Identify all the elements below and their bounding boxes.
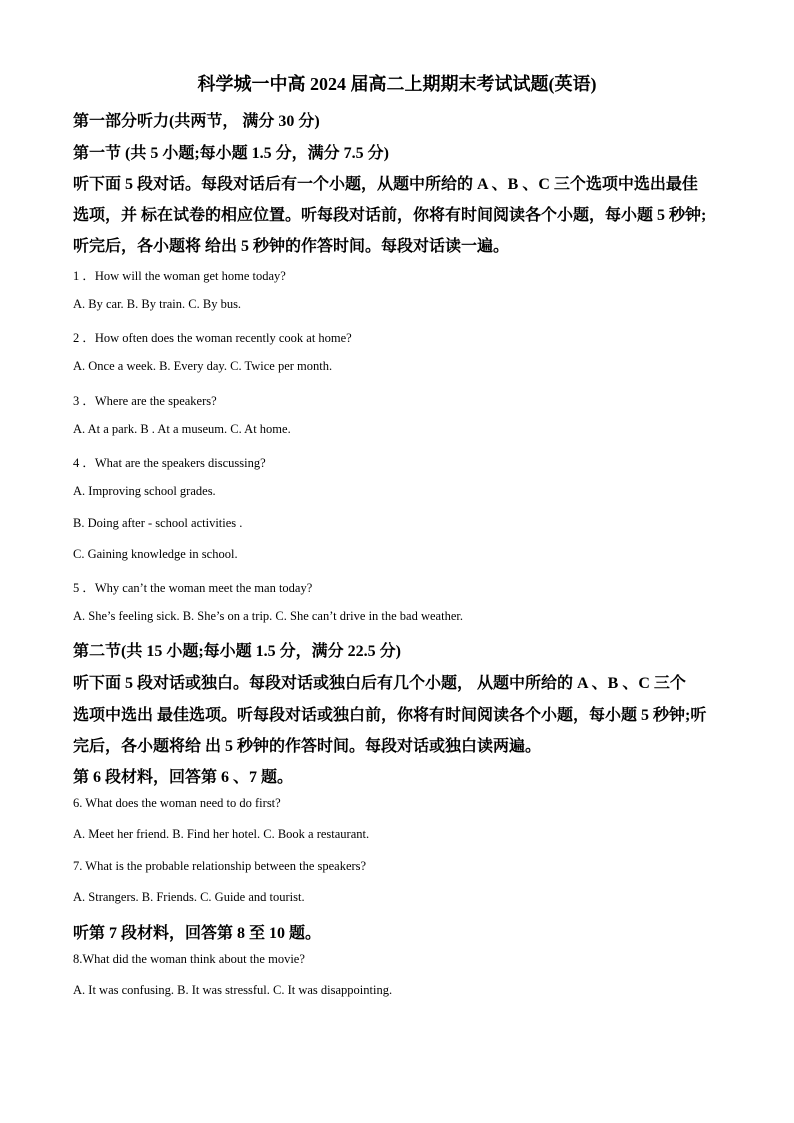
section2-instruction-line: 选项中选出 最佳选项。听每段对话或独白前，你将有时间阅读各个小题，每小题 5 秒钟;听 [73, 707, 707, 724]
section1-heading: 第一节 (共 5 小题;每小题 1.5 分，满分 7.5 分) [73, 145, 389, 162]
options-2: A. Once a week. B. Every day. C. Twice per month. [73, 359, 333, 373]
options-3: A. At a park. B . At a museum. C. At home. [73, 422, 291, 436]
question-1: 1 ．How will the woman get home today? [73, 269, 286, 283]
section1-instruction-line: 听下面 5 段对话。每段对话后有一个小题，从题中所给的 A 、B 、C 三个选项中选出最佳 [73, 176, 698, 193]
question-6: 6. What does the woman need to do first? [73, 796, 281, 810]
section1-instruction-line: 选项，并 标在试卷的相应位置。听每段对话前，你将有时间阅读各个小题，每小题 5 秒钟; [73, 207, 707, 224]
page-title: 科学城一中高 2024 届高二上期期末考试试题(英语) [197, 74, 597, 94]
option-4a: A. Improving school grades. [73, 484, 216, 498]
section2-instruction-line: 听下面 5 段对话或独白。每段对话或独白后有几个小题， 从题中所给的 A 、B 、C 三个 [73, 675, 686, 692]
question-7: 7. What is the probable relationship between the speakers? [73, 859, 367, 873]
question-5: 5 ．Why can’t the woman meet the man today? [73, 581, 313, 595]
material6-heading: 第 6 段材料，回答第 6 、7 题。 [73, 769, 294, 786]
question-8: 8.What did the woman think about the movie? [73, 952, 305, 966]
material7-heading: 听第 7 段材料，回答第 8 至 10 题。 [73, 925, 322, 942]
option-4b: B. Doing after - school activities . [73, 516, 243, 530]
section2-heading: 第二节(共 15 小题;每小题 1.5 分，满分 22.5 分) [73, 643, 401, 660]
options-8: A. It was confusing. B. It was stressful. C. It was disappointing. [73, 983, 393, 997]
options-6: A. Meet her friend. B. Find her hotel. C. Book a restaurant. [73, 827, 370, 841]
options-7: A. Strangers. B. Friends. C. Guide and tourist. [73, 890, 305, 904]
question-4: 4 ．What are the speakers discussing? [73, 456, 266, 470]
question-3: 3 ．Where are the speakers? [73, 394, 217, 408]
part1-heading: 第一部分听力(共两节， 满分 30 分) [73, 113, 320, 130]
question-2: 2 ．How often does the woman recently cook at home? [73, 331, 352, 345]
options-1: A. By car. B. By train. C. By bus. [73, 297, 242, 311]
options-5: A. She’s feeling sick. B. She’s on a trip. C. She can’t drive in the bad weather. [73, 609, 463, 623]
section1-instruction-line: 听完后，各小题将 给出 5 秒钟的作答时间。每段对话读一遍。 [73, 238, 510, 255]
option-4c: C. Gaining knowledge in school. [73, 547, 238, 561]
section2-instruction-line: 完后，各小题将给 出 5 秒钟的作答时间。每段对话或独白读两遍。 [73, 738, 542, 755]
